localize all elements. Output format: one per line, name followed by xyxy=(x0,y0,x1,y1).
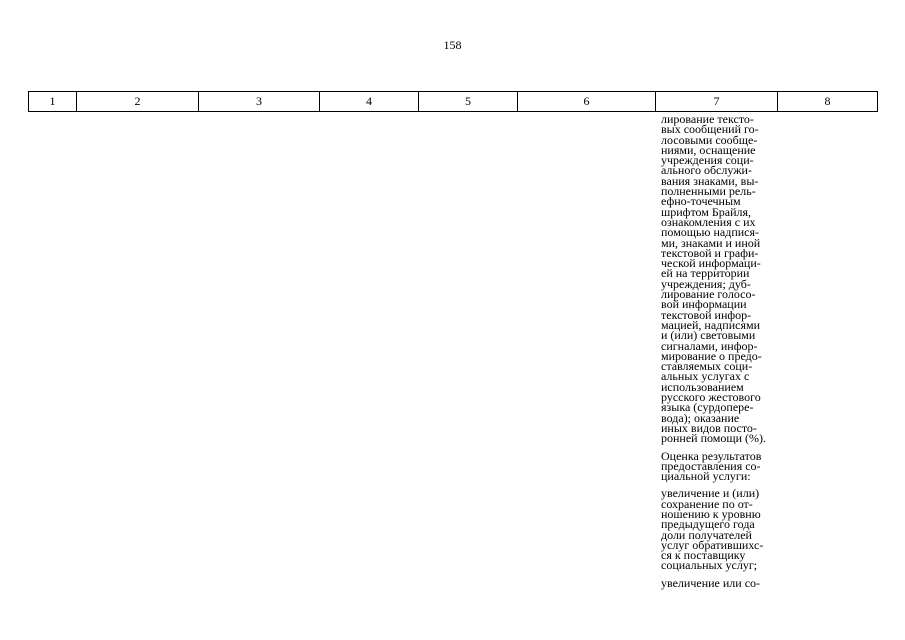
column-7-paragraph xyxy=(661,486,777,573)
column-7-paragraph xyxy=(661,114,777,444)
text-line: шрифтом Брайля, xyxy=(661,204,752,219)
text-line: ального обслужи- xyxy=(661,163,752,178)
column-7-paragraph xyxy=(661,575,777,590)
text-line: русского жестового xyxy=(661,390,761,405)
text-line: мирование о предо- xyxy=(661,348,762,363)
page-number: 158 xyxy=(443,38,462,52)
text-line: вых сообщений го- xyxy=(661,122,759,137)
column-number-7: 7 xyxy=(656,92,778,112)
text-line: лирование голосо- xyxy=(661,287,756,302)
column-number-1: 1 xyxy=(29,92,77,112)
text-line: мацией, надписями xyxy=(661,317,760,332)
text-line: предоставления со- xyxy=(661,458,761,473)
text-line: учреждения соци- xyxy=(661,153,754,168)
text-line: и (или) световыми xyxy=(661,328,756,343)
text-line: сигналами, инфор- xyxy=(661,338,758,353)
text-line: вания знаками, вы- xyxy=(661,173,759,188)
text-line: сохранение по от- xyxy=(661,496,753,511)
text-line: текстовой и графи- xyxy=(661,245,759,260)
text-line: доли получателей xyxy=(661,527,752,542)
text-line: ей на территории xyxy=(661,266,750,281)
text-line: ся к поставщику xyxy=(661,548,746,563)
text-line: ми, знаками и иной xyxy=(661,235,761,250)
column-7-paragraph xyxy=(661,448,777,484)
text-line: ефно-точечным xyxy=(661,194,741,209)
column-numbers-row xyxy=(29,92,878,112)
text-line: ношению к уровню xyxy=(661,506,761,521)
text-line: вой информации xyxy=(661,297,747,312)
text-line: ставляемых соци- xyxy=(661,359,753,374)
text-line: языка (сурдопере- xyxy=(661,400,754,415)
column-7-text xyxy=(661,114,777,640)
text-line: вода); оказание xyxy=(661,410,740,425)
column-numbers-table xyxy=(28,91,878,112)
text-line: текстовой инфор- xyxy=(661,307,752,322)
text-line: Оценка результатов xyxy=(661,448,762,463)
column-number-8: 8 xyxy=(778,92,878,112)
text-line: альных услугах с xyxy=(661,369,750,384)
text-line: увеличение или со- xyxy=(661,575,761,590)
text-line: лосовыми сообще- xyxy=(661,132,758,147)
text-line: ронней помощи (%). xyxy=(661,431,767,446)
text-line: социальных услуг; xyxy=(661,558,758,573)
text-line: полненными рель- xyxy=(661,184,756,199)
text-line: ознакомления с их xyxy=(661,214,756,229)
text-line: помощью надпися- xyxy=(661,225,760,240)
text-line: ниями, оснащение xyxy=(661,142,756,157)
text-line: лирование тексто- xyxy=(661,114,754,126)
column-number-2: 2 xyxy=(77,92,199,112)
column-number-3: 3 xyxy=(199,92,320,112)
text-line: увеличение и (или) xyxy=(661,486,760,501)
text-line: циальной услуги: xyxy=(661,469,751,484)
column-number-6: 6 xyxy=(518,92,656,112)
column-number-4: 4 xyxy=(320,92,419,112)
text-line: использованием xyxy=(661,379,744,394)
text-line: иных видов посто- xyxy=(661,420,757,435)
text-line: ческой информаци- xyxy=(661,256,761,271)
column-number-5: 5 xyxy=(419,92,518,112)
text-line: учреждения; дуб- xyxy=(661,276,751,291)
text-line: услуг обратившихс- xyxy=(661,537,764,552)
text-line: предыдущего года xyxy=(661,517,755,532)
